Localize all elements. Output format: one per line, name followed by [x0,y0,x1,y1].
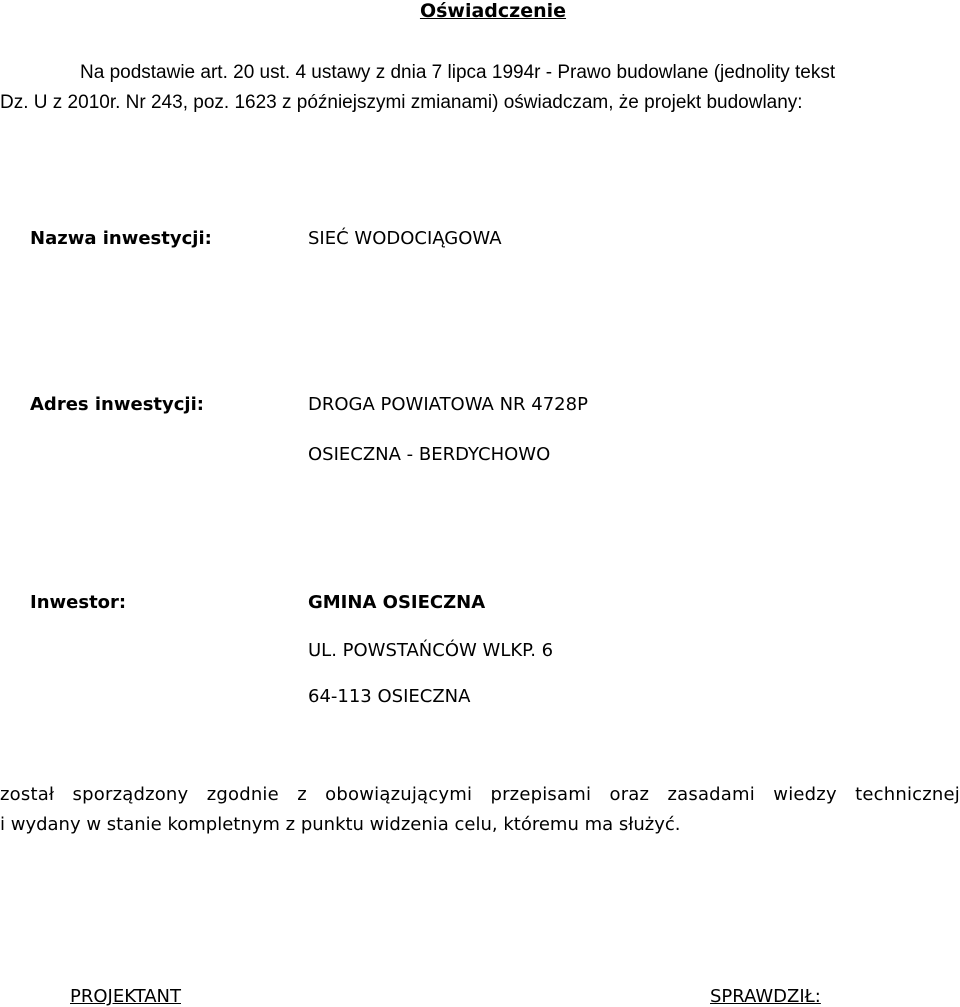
investor-label: Inwestor: [30,592,127,613]
investor-street: UL. POWSTAŃCÓW WLKP. 6 [308,640,554,661]
closing-line-1 [0,784,960,805]
investor-name: GMINA OSIECZNA [308,592,486,613]
investment-address-line-2: OSIECZNA - BERDYCHOWO [308,444,551,465]
investment-address-label: Adres inwestycji: [30,394,204,415]
closing-line-1-text: został sporządzony zgodnie z obowiązującymi przepisami oraz zasadami wiedzy technicznej [0,784,960,805]
checker-signature-label: SPRAWDZIŁ: [710,986,821,1007]
investment-name-value: SIEĆ WODOCIĄGOWA [308,228,502,249]
investment-address-line-1: DROGA POWIATOWA NR 4728P [308,394,588,415]
intro-line-2: Dz. U z 2010r. Nr 243, poz. 1623 z późniejszymi zmianami) oświadczam, że projekt budowlany: [0,92,803,113]
designer-signature-label: PROJEKTANT [70,986,181,1007]
closing-line-2: i wydany w stanie kompletnym z punktu widzenia celu, któremu ma służyć. [0,814,681,835]
intro-line-1: Na podstawie art. 20 ust. 4 ustawy z dnia 7 lipca 1994r - Prawo budowlane (jednolity tekst [80,62,836,83]
investor-postal-city: 64-113 OSIECZNA [308,686,471,707]
investment-name-label: Nazwa inwestycji: [30,228,212,249]
document-title: Oświadczenie [419,0,567,22]
